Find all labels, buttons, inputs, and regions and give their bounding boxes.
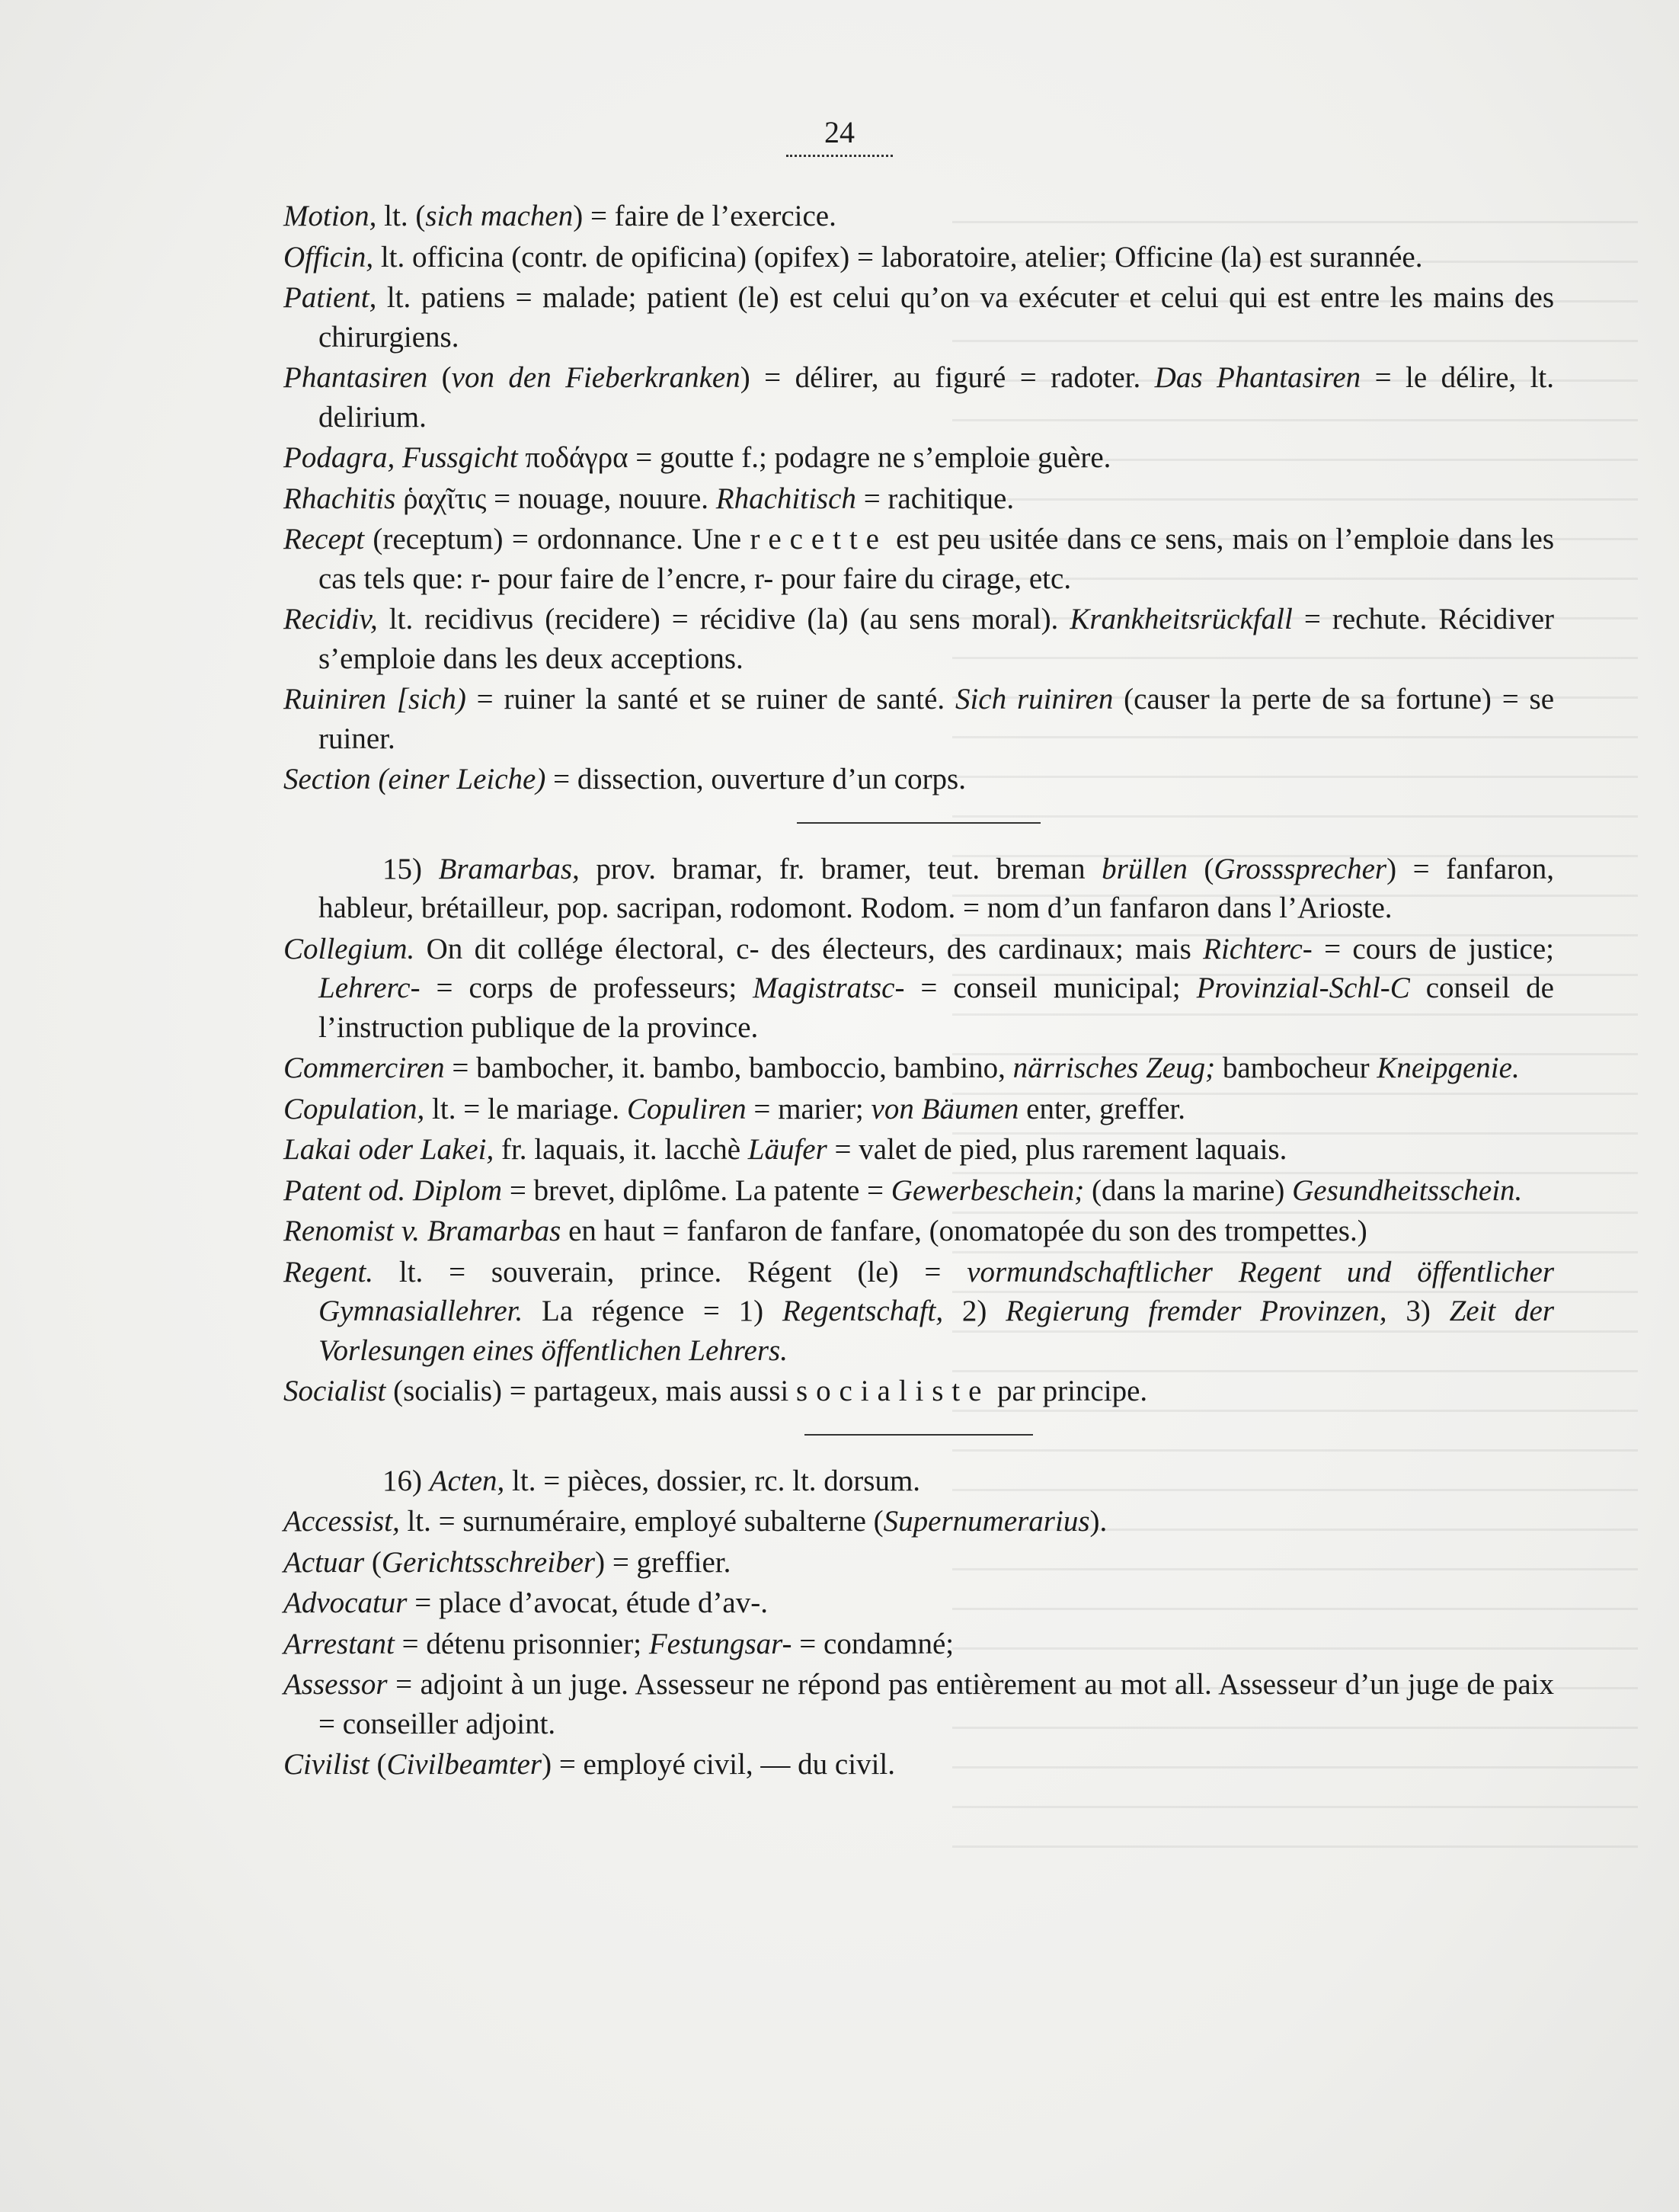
- dictionary-entry: Rhachitis ῥαχῖτις = nouage, nouure. Rhachitisch = rachitique.: [283, 482, 1015, 515]
- dictionary-entry: Lakai oder Lakei, fr. laquais, it. lacchè Läufer = valet de pied, plus rarement laquais.: [283, 1133, 1287, 1166]
- dictionary-entry: Renomist v. Bramarbas en haut = fanfaron de fanfare, (onomatopée du son des trompettes.): [283, 1215, 1367, 1247]
- dictionary-entry: Section (einer Leiche) = dissection, ouverture d’un corps.: [283, 763, 966, 795]
- section-heading-entry: 16) Acten, lt. = pièces, dossier, rc. lt. dorsum.: [382, 1464, 921, 1497]
- dictionary-entry: Patent od. Diplom = brevet, diplôme. La patente = Gewerbeschein; (dans la marine) Gesundheitsschein.: [283, 1173, 1523, 1207]
- section-divider: [804, 1434, 1033, 1436]
- dictionary-entry: Patient, lt. patiens = malade; patient (le) est celui qu’on va exécuter et celui qui est entre les mains des chirurgiens.: [283, 281, 1554, 354]
- dictionary-entry: Civilist (Civilbeamter) = employé civil, — du civil.: [283, 1748, 895, 1781]
- dictionary-entry: Collegium. On dit collége électoral, c- des électeurs, des cardinaux; mais Richterc- = cours de justice; Lehrerc- = corps de professeurs; Magistratsc- = conseil municipal; Provinzial-Schl-C conseil de l’instruction publique de la province.: [283, 932, 1555, 1044]
- page-number-ornament: [786, 152, 893, 157]
- dictionary-entry: Officin, lt. officina (contr. de opificina) (opifex) = laboratoire, atelier; Officine (la) est surannée.: [283, 240, 1423, 274]
- dictionary-entry: Socialist (socialis) = partageux, mais aussi socialiste par principe.: [283, 1375, 1148, 1407]
- dictionary-entry: Accessist, lt. = surnuméraire, employé subalterne (Supernumerarius).: [283, 1505, 1108, 1538]
- section-heading-entry: 15) Bramarbas, prov. bramar, fr. bramer, teut. breman brüllen (Grosssprecher) = fanfaron, hableur, brétailleur, pop. sacripan, rodomont. Rodom. = nom d’un fanfaron dans l’Arioste.: [318, 852, 1554, 924]
- dictionary-entry: Arrestant = détenu prisonnier; Festungsar- = condamné;: [283, 1627, 955, 1660]
- dictionary-entry: Recept (receptum) = ordonnance. Une recette est peu usitée dans ce sens, mais on l’emploie dans les cas tels que: r- pour faire de l’encre, r- pour faire du cirage, etc.: [283, 523, 1555, 595]
- page-number-text: 24: [824, 115, 855, 149]
- dictionary-entry: Ruiniren [sich) = ruiner la santé et se ruiner de santé. Sich ruiniren (causer la perte de sa fortune) = se ruiner.: [283, 683, 1555, 755]
- dictionary-entry: Podagra, Fussgicht ποδάγρα = goutte f.; podagre ne s’emploie guère.: [283, 441, 1111, 474]
- dictionary-entry: Regent. lt. = souverain, prince. Régent (le) = vormundschaftlicher Regent und öffentlicher Gymnasiallehrer. La régence = 1) Regentschaft, 2) Regierung fremder Provinzen, 3) Zeit der Vorlesungen eines öffentlichen Lehrers.: [283, 1255, 1555, 1367]
- dictionary-entry: Advocatur = place d’avocat, étude d’av-.: [283, 1586, 768, 1619]
- page-number: [0, 114, 1679, 157]
- dictionary-entry: Assessor = adjoint à un juge. Assesseur ne répond pas entièrement au mot all. Assesseur d’un juge de paix = conseiller adjoint.: [283, 1668, 1554, 1740]
- dictionary-entry: Recidiv, lt. recidivus (recidere) = récidive (la) (au sens moral). Krankheitsrückfall = rechute. Récidiver s’emploie dans les deux acceptions.: [283, 603, 1554, 675]
- dictionary-entry: Motion, lt. (sich machen) = faire de l’exercice.: [283, 200, 836, 232]
- dictionary-text: [283, 197, 1554, 1786]
- dictionary-entry: Phantasiren (von den Fieberkranken) = délirer, au figuré = radoter. Das Phantasiren = le délire, lt. delirium.: [283, 361, 1555, 434]
- dictionary-entry: Actuar (Gerichtsschreiber) = greffier.: [283, 1545, 731, 1579]
- dictionary-entry: Commerciren = bambocher, it. bambo, bamboccio, bambino, närrisches Zeug; bambocheur Kneipgenie.: [283, 1052, 1520, 1084]
- dictionary-entry: Copulation, lt. = le mariage. Copuliren = marier; von Bäumen enter, greffer.: [283, 1092, 1185, 1125]
- section-divider: [797, 822, 1041, 824]
